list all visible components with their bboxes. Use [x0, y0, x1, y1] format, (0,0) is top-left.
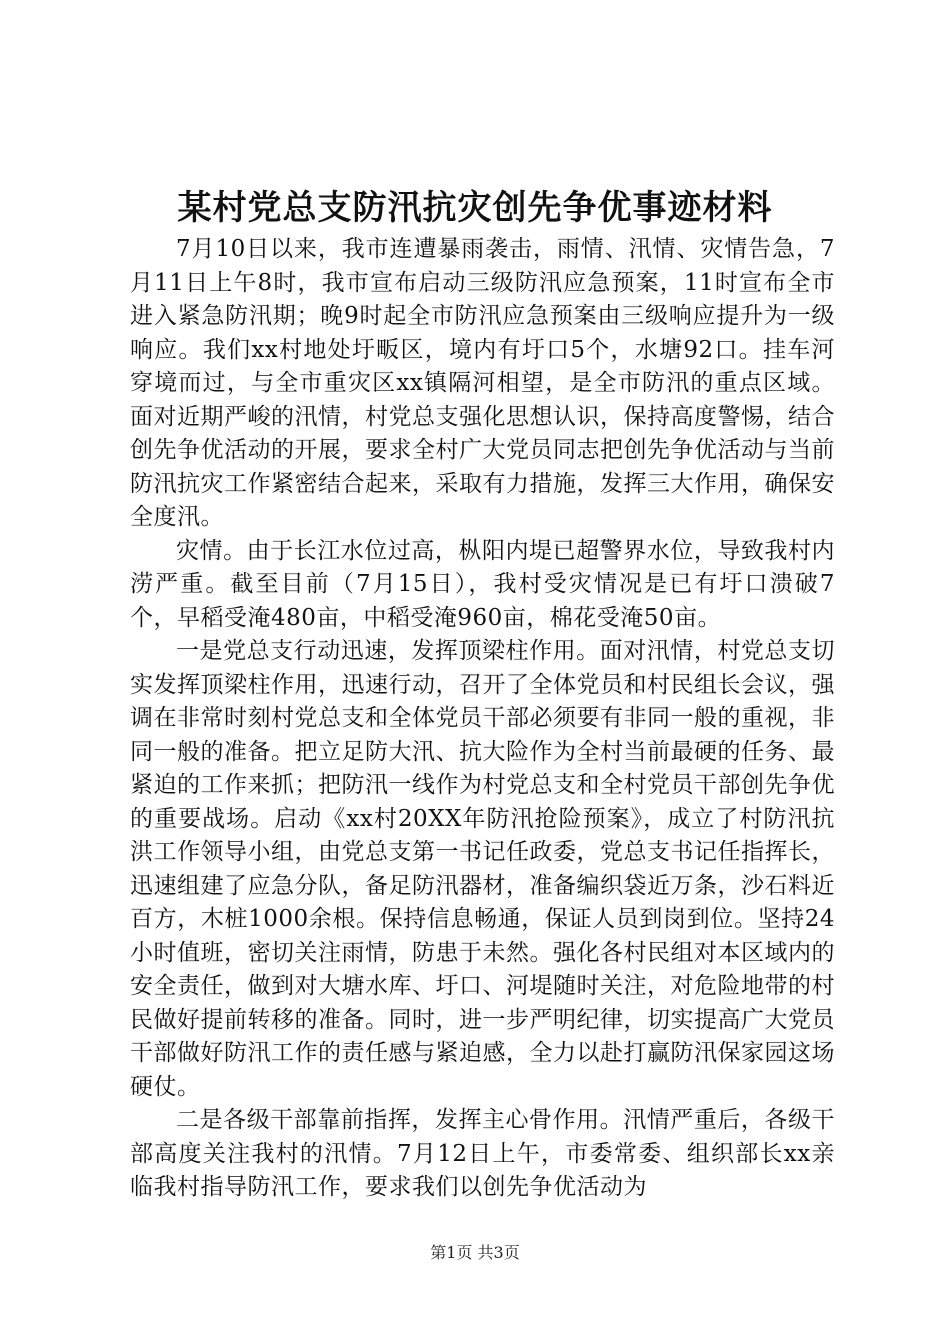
- paragraph-point-one: 一是党总支行动迅速，发挥顶梁柱作用。面对汛情，村党总支切实发挥顶梁柱作用，迅速行动，召开了全体党员和村民组长会议，强调在非常时刻村党总支和全体党员干部必须要有非同一般的重视，非同一般的准备。把立足防大汛、抗大险作为全村当前最硬的任务、最紧迫的工作来抓；把防汛一线作为村党总支和全村党员干部创先争优的重要战场。启动《xx村20XX年防汛抢险预案》，成立了村防汛抗洪工作领导小组，由党总支第一书记任政委，党总支书记任指挥长，迅速组建了应急分队，备足防汛器材，准备编织袋近万条，沙石料近百方，木桩1000余根。保持信息畅通，保证人员到岗到位。坚持24小时值班，密切关注雨情，防患于未然。强化各村民组对本区域内的安全责任，做到对大塘水库、圩口、河堤随时关注，对危险地带的村民做好提前转移的准备。同时，进一步严明纪律，切实提高广大党员干部做好防汛工作的责任感与紧迫感，全力以赴打赢防汛保家园这场硬仗。: [130, 638, 835, 1100]
- page-number-footer: 第1页 共3页: [430, 1243, 520, 1262]
- document-body: [130, 233, 835, 1205]
- paragraph-disaster: 灾情。由于长江水位过高，枞阳内堤已超警界水位，导致我村内涝严重。截至目前（7月15日），我村受灾情况是已有圩口溃破7个，早稻受淹480亩，中稻受淹960亩，棉花受淹50亩。: [130, 537, 835, 631]
- paragraph-intro: 7月10日以来，我市连遭暴雨袭击，雨情、汛情、灾情告急，7月11日上午8时，我市宣布启动三级防汛应急预案，11时宣布全市进入紧急防汛期；晚9时起全市防汛应急预案由三级响应提升为一级响应。我们xx村地处圩畈区，境内有圩口5个，水塘92口。挂车河穿境而过，与全市重灾区xx镇隔河相望，是全市防汛的重点区域。面对近期严峻的汛情，村党总支强化思想认识，保持高度警惕，结合创先争优活动的开展，要求全村广大党员同志把创先争优活动与当前防汛抗灾工作紧密结合起来，采取有力措施，发挥三大作用，确保安全度汛。: [130, 236, 835, 530]
- document-title: 某村党总支防汛抗灾创先争优事迹材料: [177, 188, 773, 228]
- paragraph-point-two: 二是各级干部靠前指挥，发挥主心骨作用。汛情严重后，各级干部高度关注我村的汛情。7月12日上午，市委常委、组织部长xx亲临我村指导防汛工作，要求我们以创先争优活动为: [130, 1107, 835, 1200]
